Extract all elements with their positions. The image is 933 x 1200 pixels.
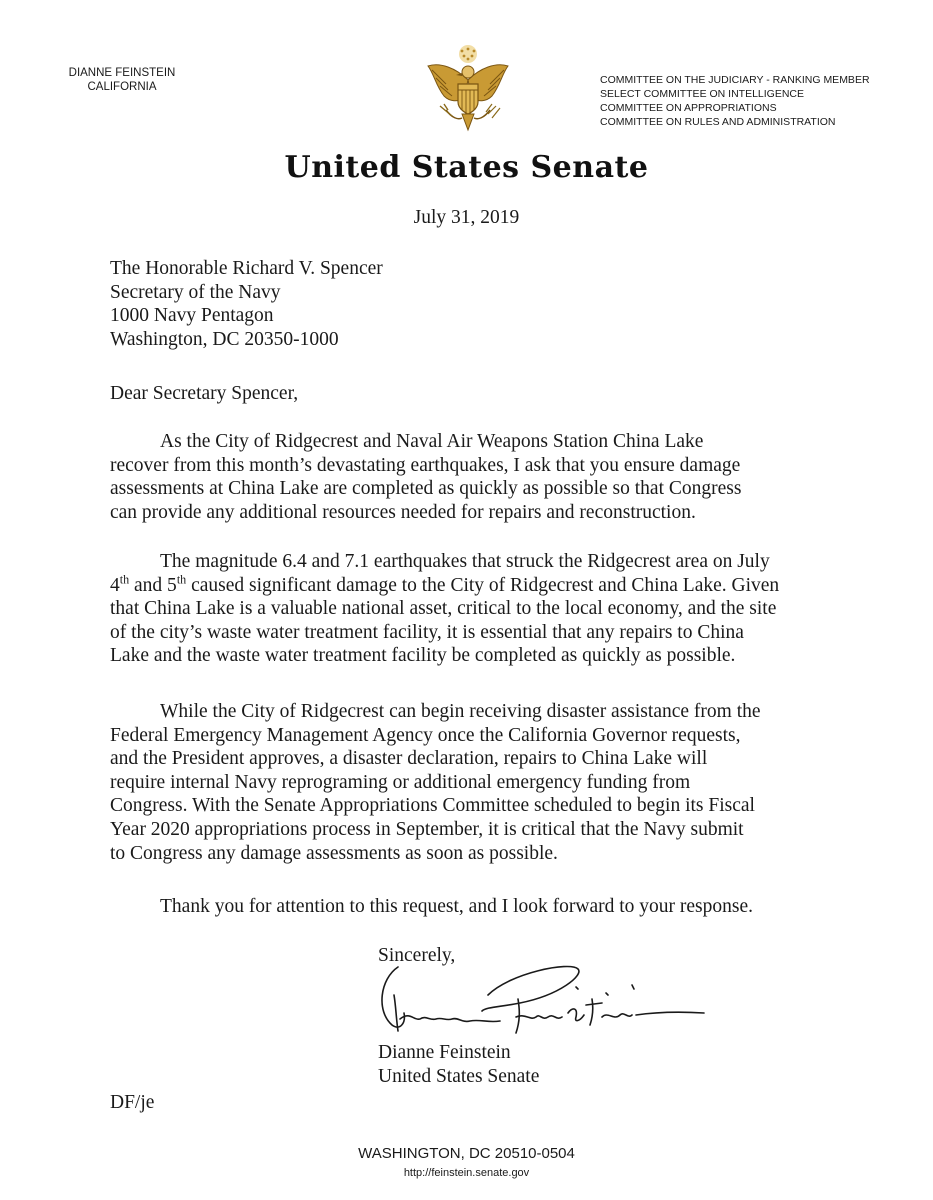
paragraph-4 [110,895,830,919]
ordinal-suffix: th [176,572,187,587]
committee-item: COMMITTEE ON RULES AND ADMINISTRATION [600,116,836,128]
footer-url[interactable]: http://feinstein.senate.gov [403,1167,530,1179]
paragraph-line: Federal Emergency Management Agency once the California Governor requests, [110,724,741,746]
date-number: 4 [110,574,120,596]
text-fragment: caused significant damage to the City of Ridgecrest and China Lake. Given [186,574,780,596]
paragraph-line: can provide any additional resources needed for repairs and reconstruction. [110,501,696,523]
recipient-line: Washington, DC 20350-1000 [110,328,339,350]
paragraph-1 [110,430,830,524]
committee-item: COMMITTEE ON APPROPRIATIONS [600,102,777,114]
signer-title: United States Senate [378,1065,540,1087]
typist-initials: DF/je [110,1092,155,1113]
paragraph-line: recover from this month’s devastating earthquakes, I ask that you ensure damage [110,454,741,476]
paragraph-line: As the City of Ridgecrest and Naval Air Weapons Station China Lake [160,431,704,452]
recipient-address [110,257,383,351]
committee-item: COMMITTEE ON THE JUDICIARY - RANKING MEMBER [600,74,870,86]
paragraph-line: require internal Navy reprograming or additional emergency funding from [110,771,691,793]
committee-item: SELECT COMMITTEE ON INTELLIGENCE [600,88,805,100]
paragraph-line: of the city’s waste water treatment facility, it is essential that any repairs to China [110,621,744,643]
paragraph-line: Thank you for attention to this request, and I look forward to your response. [160,896,753,917]
paragraph-line: The magnitude 6.4 and 7.1 earthquakes that struck the Ridgecrest area on July [160,551,770,572]
paragraph-line: Lake and the waste water treatment facility be completed as quickly as possible. [110,645,736,667]
sender-block [52,66,192,94]
sender-name: DIANNE FEINSTEIN [68,67,176,79]
senate-seal-icon [418,40,518,140]
paragraph-line: and the President approves, a disaster declaration, repairs to China Lake will [110,748,708,770]
paragraph-line: to Congress any damage assessments as soon as possible. [110,842,558,864]
committee-list [600,73,900,129]
paragraph-3 [110,700,830,865]
salutation: Dear Secretary Spencer, [110,383,299,404]
paragraph-line: assessments at China Lake are completed as quickly as possible so that Congress [110,478,742,500]
paragraph-line: Year 2020 appropriations process in September, it is critical that the Navy submit [110,818,744,840]
letter-date: July 31, 2019 [413,207,520,228]
recipient-line: Secretary of the Navy [110,281,281,303]
recipient-line: 1000 Navy Pentagon [110,305,274,327]
closing: Sincerely, [378,945,456,966]
sender-state: CALIFORNIA [87,81,157,93]
signer-name: Dianne Feinstein [378,1042,511,1063]
handwritten-signature-icon [370,955,710,1037]
paragraph-line: Congress. With the Senate Appropriations Committee scheduled to begin its Fiscal [110,795,755,817]
recipient-line: The Honorable Richard V. Spencer [110,258,383,279]
paragraph-2 [110,550,830,668]
paragraph-line: While the City of Ridgecrest can begin receiving disaster assistance from the [160,701,761,722]
signer-block [378,1041,539,1088]
paragraph-line: that China Lake is a valuable national asset, critical to the local economy, and the site [110,598,777,620]
paragraph-line [110,574,830,598]
ordinal-suffix: th [119,572,130,587]
footer-address: WASHINGTON, DC 20510-0504 [358,1145,575,1162]
letterhead-title: United States Senate [284,150,649,185]
text-fragment: and 5 [129,574,177,596]
